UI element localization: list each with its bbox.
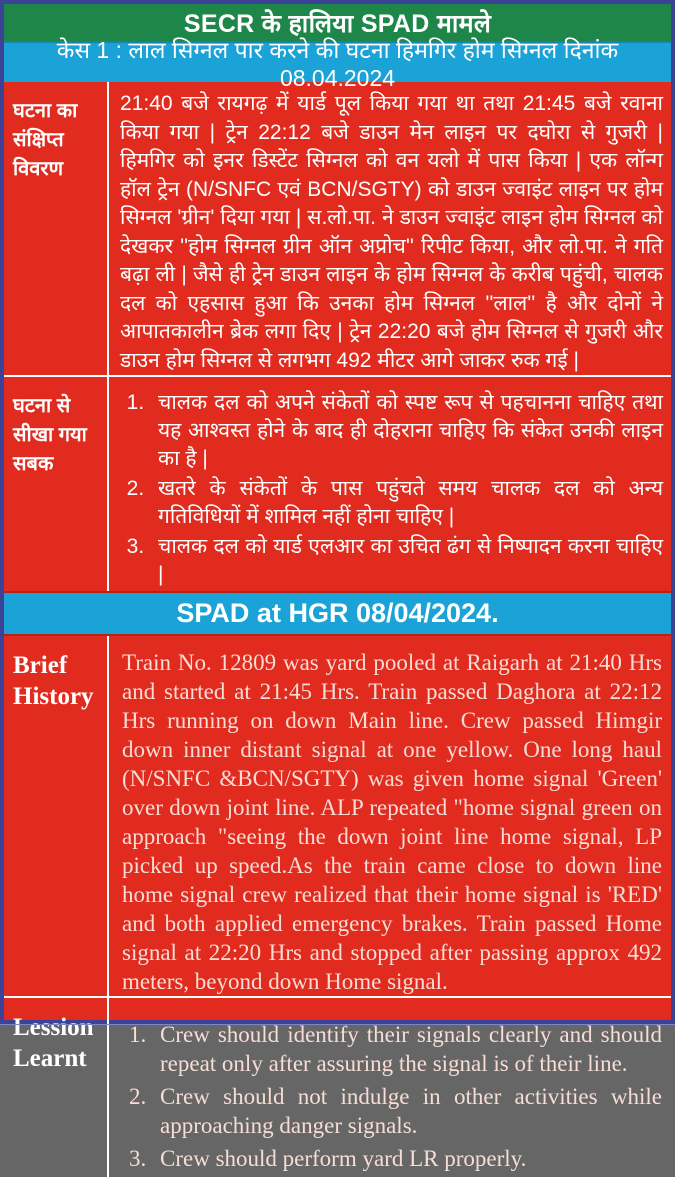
list-item: 3. चालक दल को यार्ड एलआर का उचित ढंग से निष्पादन करना चाहिए | [150,533,663,589]
hindi-brief-label: घटना का संक्षिप्त विवरण [4,82,109,375]
lessons-learnt-list [122,1020,662,1173]
lessons-learnt-row [4,998,671,1177]
lessons-learnt-list-cell [109,998,671,1177]
list-item: 2. Crew should not indulge in other activities while approaching danger signals. [152,1082,662,1140]
spad-banner-text: SPAD at HGR 08/04/2024. [176,598,499,628]
page-title: SECR के हालिया SPAD मामले [183,9,492,38]
hindi-lessons-label: घटना से सीखा गया सबक [4,377,109,591]
hindi-brief-row [4,82,671,377]
brief-history-text: Train No. 12809 was yard pooled at Raigarh at 21:40 Hrs and started at 21:45 Hrs. Train passed Daghora at 22:12 Hrs running on down Main line. Crew passed Himgir down inner distant signal at one yellow. One long haul (N/SNFC &BCN/SGTY) was given home signal 'Green' over down joint line. ALP repeated "home signal green on approach "seeing the down joint line home signal, LP picked up speed.As the train came close to down line home signal crew realized that their home signal is 'RED' and both applied emergency brakes. Train passed Home signal at 22:20 Hrs and stopped after passing approx 492 meters, beyond down Home signal. [122,650,662,994]
hindi-lessons-list-cell [109,377,671,591]
hindi-brief-text: 21:40 बजे रायगढ़ में यार्ड पूल किया गया था तथा 21:45 बजे रवाना किया गया | ट्रेन 22:12 बजे डाउन मेन लाइन पर दघोरा से गुजरी | हिमगिर को इनर डिस्टेंट सिग्नल को वन यलो में पास किया | एक लॉन्ग हॉल ट्रेन (N/SNFC एवं BCN/SGTY) को डाउन ज्वाइंट लाइन पर होम सिग्नल 'ग्रीन' दिया गया | स.लो.पा. ने डाउन ज्वाइंट लाइन होम सिग्नल को देखकर ''होम सिग्नल ग्रीन ऑन अप्रोच'' रिपीट किया, और लो.पा. ने गति बढ़ा ली | जैसे ही ट्रेन डाउन लाइन के होम सिग्नल के करीब पहुंची, चालक दल को एहसास हुआ कि उनका होम सिग्नल ''लाल'' है और दोनों ने आपातकालीन ब्रेक लगा दिए | ट्रेन 22:20 बजे होम सिग्नल से गुजरी और डाउन होम सिग्नल से लगभग 492 मीटर आगे जाकर रुक गई | [120,92,663,372]
hindi-lessons-list [120,389,663,589]
brief-history-row [4,636,671,998]
case-banner [4,37,671,91]
list-item: 3. Crew should perform yard LR properly. [152,1144,662,1173]
lessons-learnt-label: Lession Learnt [4,998,109,1177]
list-item: 1. चालक दल को अपने संकेतों को स्पष्ट रूप से पहचानना चाहिए तथा यह आश्वस्त होने के बाद ही दोहराना चाहिए कि संकेत उनकी लाइन का है | [150,389,663,473]
case-banner-text: केस 1 : लाल सिग्नल पार करने की घटना हिमगिर होम सिग्नल दिनांक 08.04.2024 [56,37,619,91]
list-item: 1. Crew should identify their signals clearly and should repeat only after assuring the signal is of their line. [152,1020,662,1078]
list-item: 2. खतरे के संकेतों के पास पहुंचते समय चालक दल को अन्य गतिविधियों में शामिल नहीं होना चाहिए | [150,475,663,531]
hindi-lessons-row [4,377,671,591]
spad-banner [4,591,671,636]
brief-history-label: Brief History [4,636,109,996]
